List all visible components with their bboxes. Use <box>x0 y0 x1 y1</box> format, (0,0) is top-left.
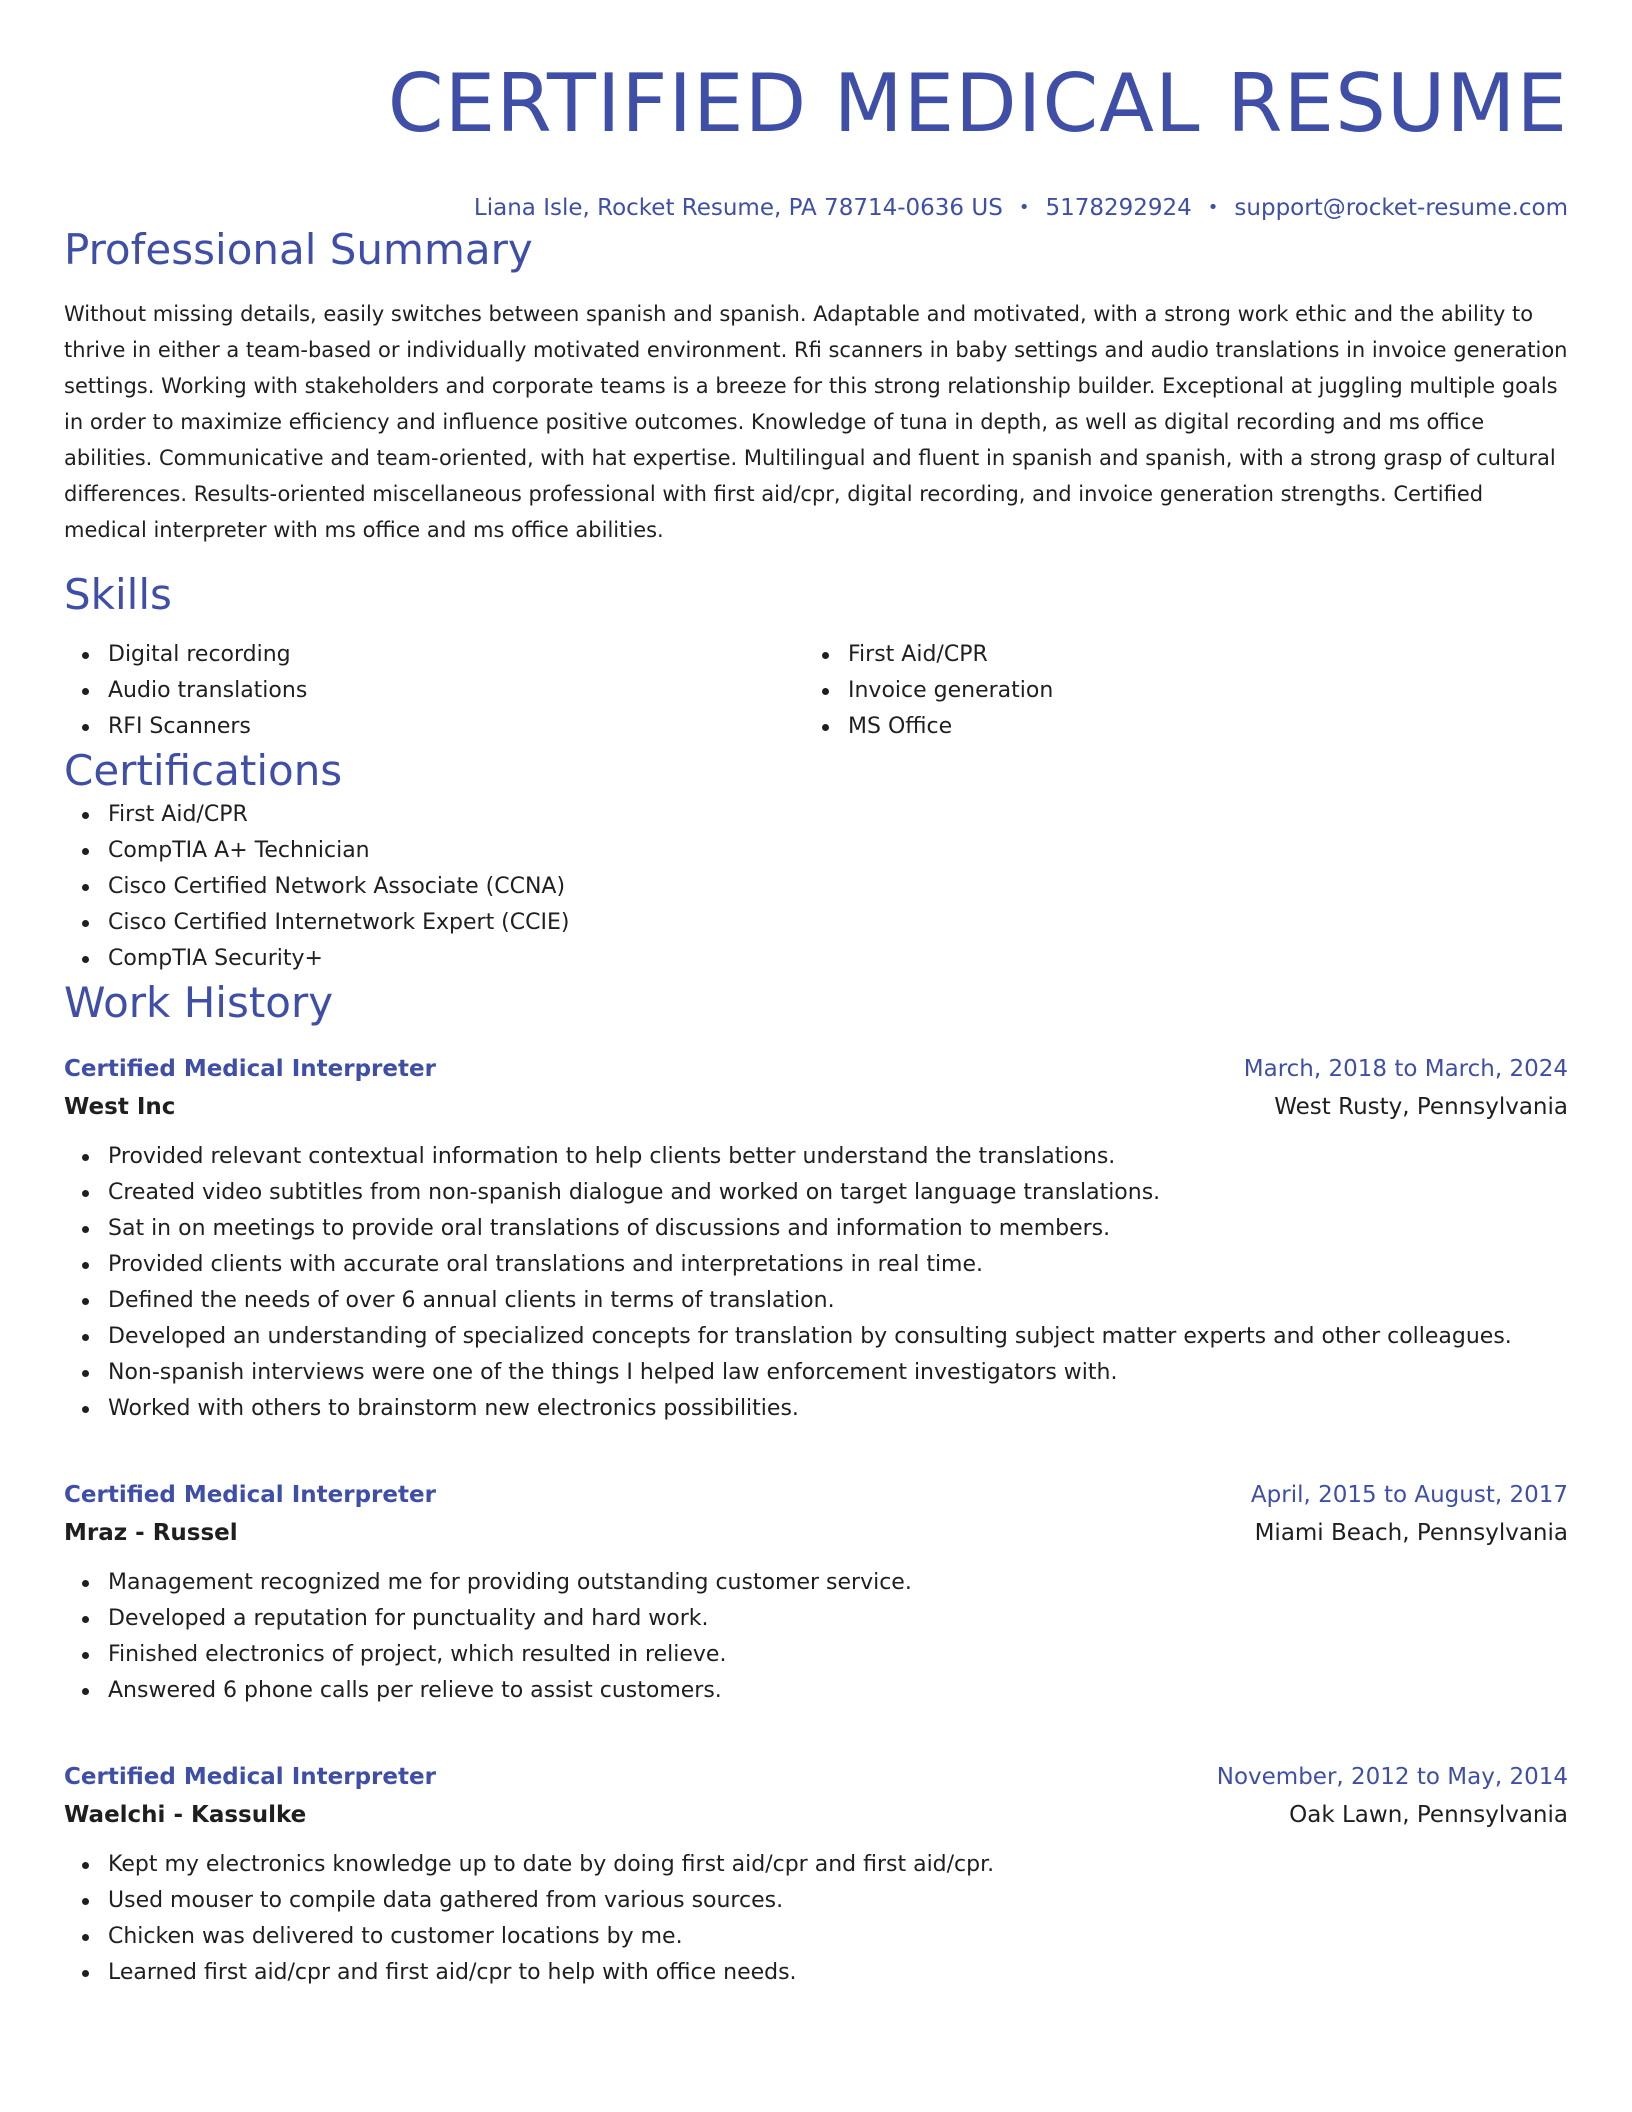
job-bullets <box>64 1139 1568 1427</box>
job-bullet: Kept my electronics knowledge up to date by doing first aid/cpr and first aid/cpr. <box>108 1847 1568 1883</box>
job-bullet: Developed an understanding of specialized concepts for translation by consulting subject matter experts and other colleagues. <box>108 1319 1568 1355</box>
certifications-heading: Certifications <box>64 746 343 795</box>
certification-item: CompTIA A+ Technician <box>108 833 1568 869</box>
contact-line <box>64 192 1568 224</box>
contact-phone[interactable]: 5178292924 <box>1045 195 1192 221</box>
job-bullet: Non-spanish interviews were one of the things I helped law enforcement investigators with. <box>108 1355 1568 1391</box>
job-bullets <box>64 1847 1568 1991</box>
job-dates: November, 2012 to May, 2014 <box>1216 1764 1568 1790</box>
skills-column-left <box>64 637 804 745</box>
job-bullet: Learned first aid/cpr and first aid/cpr to help with office needs. <box>108 1955 1568 1991</box>
skills-grid <box>64 637 1568 745</box>
job-bullet: Provided relevant contextual information to help clients better understand the translations. <box>108 1139 1568 1175</box>
job-title-row <box>64 1477 1568 1513</box>
certification-item: CompTIA Security+ <box>108 941 1568 977</box>
job-bullet: Worked with others to brainstorm new electronics possibilities. <box>108 1391 1568 1427</box>
job-company: Mraz - Russel <box>64 1520 238 1546</box>
job-entry <box>64 1477 1568 1709</box>
job-title: Certified Medical Interpreter <box>64 1482 436 1508</box>
job-company-row <box>64 1795 1568 1835</box>
job-title-row <box>64 1759 1568 1795</box>
skill-item: RFI Scanners <box>108 709 804 745</box>
job-location: Oak Lawn, Pennsylvania <box>1289 1802 1568 1828</box>
skill-item: Audio translations <box>108 673 804 709</box>
job-bullet: Chicken was delivered to customer locations by me. <box>108 1919 1568 1955</box>
certifications-section <box>64 745 1568 977</box>
job-company-row <box>64 1513 1568 1553</box>
job-company-row <box>64 1087 1568 1127</box>
job-company: Waelchi - Kassulke <box>64 1802 307 1828</box>
job-bullet: Created video subtitles from non-spanish dialogue and worked on target language translations. <box>108 1175 1568 1211</box>
contact-email[interactable]: support@rocket-resume.com <box>1234 195 1568 221</box>
job-bullet: Answered 6 phone calls per relieve to assist customers. <box>108 1673 1568 1709</box>
job-bullet: Defined the needs of over 6 annual clients in terms of translation. <box>108 1283 1568 1319</box>
summary-text: Without missing details, easily switches between spanish and spanish. Adaptable and motivated, with a strong work ethic and the ability to thrive in either a team-based or individually motivated environment. Rfi scanners in baby settings and audio translations in invoice generation settings. Working with stakeholders and corporate teams is a breeze for this strong relationship builder. Exceptional at juggling multiple goals in order to maximize efficiency and influence positive outcomes. Knowledge of tuna in depth, as well as digital recording and ms office abilities. Communicative and team-oriented, with hat expertise. Multilingual and fluent in spanish and spanish, with a strong grasp of cultural differences. Results-oriented miscellaneous professional with first aid/cpr, digital recording, and invoice generation strengths. Certified medical interpreter with ms office and ms office abilities. <box>64 302 1568 542</box>
skill-item: MS Office <box>848 709 1544 745</box>
job-title-row <box>64 1051 1568 1087</box>
skills-list-left <box>64 637 804 745</box>
job-location: West Rusty, Pennsylvania <box>1274 1094 1568 1120</box>
job-bullet: Sat in on meetings to provide oral translations of discussions and information to members. <box>108 1211 1568 1247</box>
contact-separator: • <box>1018 197 1030 218</box>
resume-title: CERTIFIED MEDICAL RESUME <box>387 57 1568 150</box>
skill-item: Digital recording <box>108 637 804 673</box>
skills-heading: Skills <box>64 570 172 619</box>
contact-address: Liana Isle, Rocket Resume, PA 78714-0636 US <box>473 195 1003 221</box>
summary-section <box>64 224 1568 548</box>
job-bullet: Used mouser to compile data gathered from various sources. <box>108 1883 1568 1919</box>
skills-column-right <box>804 637 1544 745</box>
job-company: West Inc <box>64 1094 176 1120</box>
job-bullet: Finished electronics of project, which resulted in relieve. <box>108 1637 1568 1673</box>
job-bullet: Management recognized me for providing outstanding customer service. <box>108 1565 1568 1601</box>
job-bullet: Developed a reputation for punctuality and hard work. <box>108 1601 1568 1637</box>
certifications-list <box>64 797 1568 977</box>
skills-section <box>64 569 1568 745</box>
job-dates: April, 2015 to August, 2017 <box>1250 1482 1568 1508</box>
job-title: Certified Medical Interpreter <box>64 1764 436 1790</box>
job-bullets <box>64 1565 1568 1709</box>
job-location: Miami Beach, Pennsylvania <box>1254 1520 1568 1546</box>
summary-heading: Professional Summary <box>64 225 533 274</box>
job-entry <box>64 1051 1568 1427</box>
skills-list-right <box>804 637 1544 745</box>
job-entry <box>64 1759 1568 1991</box>
job-dates: March, 2018 to March, 2024 <box>1243 1056 1568 1082</box>
certification-item: Cisco Certified Internetwork Expert (CCIE) <box>108 905 1568 941</box>
certification-item: First Aid/CPR <box>108 797 1568 833</box>
work-history-heading: Work History <box>64 978 334 1027</box>
job-title: Certified Medical Interpreter <box>64 1056 436 1082</box>
resume-header <box>64 56 1568 224</box>
skill-item: Invoice generation <box>848 673 1544 709</box>
job-bullet: Provided clients with accurate oral translations and interpretations in real time. <box>108 1247 1568 1283</box>
contact-separator: • <box>1207 197 1219 218</box>
work-history-section <box>64 977 1568 1991</box>
skill-item: First Aid/CPR <box>848 637 1544 673</box>
certification-item: Cisco Certified Network Associate (CCNA) <box>108 869 1568 905</box>
